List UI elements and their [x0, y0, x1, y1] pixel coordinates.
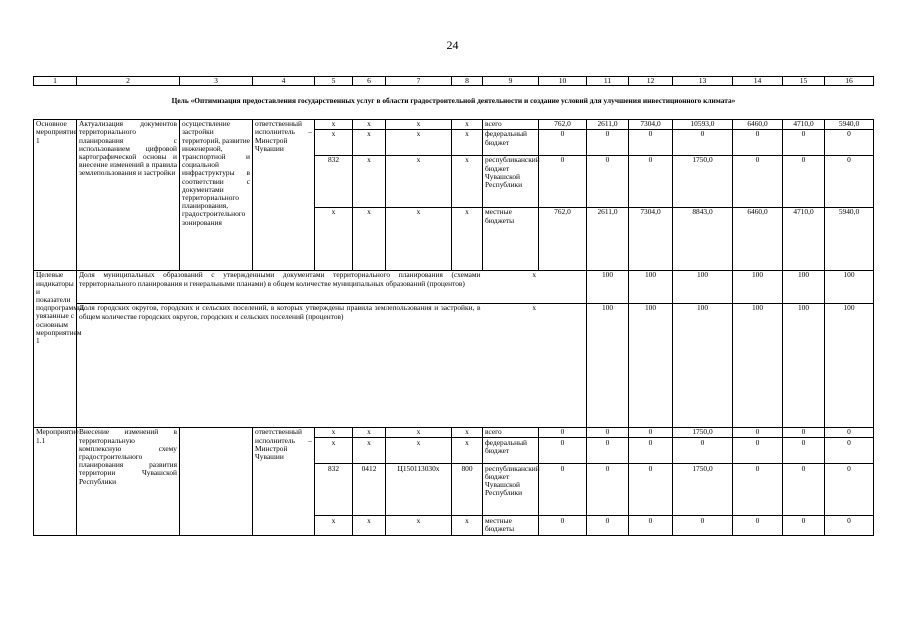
code-cell: x [386, 119, 452, 129]
value-cell: 0 [539, 516, 587, 536]
indicator-x: x [483, 303, 587, 427]
value-cell: 100 [673, 303, 733, 427]
code-cell: x [452, 155, 483, 207]
code-cell: 0412 [353, 464, 386, 516]
value-cell: 1750,0 [673, 155, 733, 207]
code-cell: x [386, 438, 452, 464]
code-cell: x [315, 438, 353, 464]
header-cell: 13 [673, 77, 733, 86]
value-cell: 0 [733, 516, 783, 536]
value-cell: 0 [629, 427, 673, 437]
header-cell: 12 [629, 77, 673, 86]
code-cell: x [386, 516, 452, 536]
code-cell: x [452, 427, 483, 437]
code-cell: x [353, 438, 386, 464]
value-cell: 0 [539, 464, 587, 516]
indicator-row [34, 303, 874, 427]
value-cell: 1750,0 [673, 464, 733, 516]
value-cell: 0 [587, 438, 629, 464]
value-cell: 100 [733, 303, 783, 427]
event1-name: Основное мероприятие 1 [34, 119, 77, 270]
code-cell: 832 [315, 464, 353, 516]
funding-source: всего [483, 119, 539, 129]
header-row [34, 77, 874, 86]
value-cell: 0 [587, 155, 629, 207]
value-cell: 8843,0 [673, 207, 733, 270]
value-cell: 5940,0 [825, 119, 874, 129]
code-cell: x [452, 207, 483, 270]
goal-row [34, 86, 874, 120]
value-cell: 4710,0 [783, 119, 825, 129]
value-cell: 0 [825, 438, 874, 464]
funding-source: всего [483, 427, 539, 437]
event11-description: Внесение изменений в территориальную комплексную схему градостроительного планирования развития территории Чувашской Республики [77, 427, 180, 535]
event1-description: Актуализация документов территориального планирования с использованием цифровой картографической основы и внесение изменений в правила землепользования и застройки [77, 119, 180, 270]
header-cell: 14 [733, 77, 783, 86]
value-cell: 0 [733, 427, 783, 437]
value-cell: 0 [539, 129, 587, 155]
header-cell: 6 [353, 77, 386, 86]
value-cell: 0 [673, 516, 733, 536]
code-cell: x [452, 129, 483, 155]
code-cell: x [315, 516, 353, 536]
value-cell: 6460,0 [733, 207, 783, 270]
code-cell: x [315, 119, 353, 129]
value-cell: 0 [587, 427, 629, 437]
code-cell: x [386, 427, 452, 437]
value-cell: 100 [825, 303, 874, 427]
value-cell: 1750,0 [673, 427, 733, 437]
event11-row [34, 427, 874, 437]
value-cell: 0 [733, 464, 783, 516]
value-cell: 0 [587, 516, 629, 536]
event1-result: осуществление застройки территорий, развитие инженерной, транспортной и социальной инфраструктуры в соответствии с документами территориального планирования, градостроительного зонирования [180, 119, 253, 270]
event11-result [180, 427, 253, 535]
value-cell: 100 [629, 270, 673, 303]
value-cell: 2611,0 [587, 119, 629, 129]
value-cell: 100 [733, 270, 783, 303]
code-cell: x [386, 207, 452, 270]
header-cell: 2 [77, 77, 180, 86]
value-cell: 0 [539, 155, 587, 207]
value-cell: 100 [673, 270, 733, 303]
value-cell: 0 [629, 438, 673, 464]
value-cell: 2611,0 [587, 207, 629, 270]
value-cell: 0 [629, 155, 673, 207]
header-cell: 4 [253, 77, 315, 86]
code-cell: x [386, 129, 452, 155]
code-cell: 800 [452, 464, 483, 516]
funding-source: республиканский бюджет Чувашской Республики [483, 464, 539, 516]
value-cell: 100 [587, 270, 629, 303]
value-cell: 100 [783, 270, 825, 303]
indicator-text: Доля муниципальных образований с утвержденными документами территориального планирования (схемами территориального планирования и генеральными планами) в общем количестве муниципальных образований (процентов) [77, 270, 483, 303]
indicator-text: Доля городских округов, городских и сельских поселений, в которых утверждены правила землепользования и застройки, в общем количестве городских округов, городских и сельских поселений (процентов) [77, 303, 483, 427]
funding-source: республиканский бюджет Чувашской Республики [483, 155, 539, 207]
value-cell: 100 [587, 303, 629, 427]
event11-name: Мероприятие 1.1 [34, 427, 77, 535]
header-cell: 1 [34, 77, 77, 86]
header-cell: 16 [825, 77, 874, 86]
page-number: 24 [446, 38, 459, 52]
code-cell: x [315, 207, 353, 270]
value-cell: 100 [783, 303, 825, 427]
value-cell: 0 [539, 427, 587, 437]
header-cell: 10 [539, 77, 587, 86]
code-cell: x [452, 516, 483, 536]
value-cell: 0 [733, 155, 783, 207]
value-cell: 0 [825, 464, 874, 516]
header-cell: 3 [180, 77, 253, 86]
value-cell: 0 [825, 155, 874, 207]
value-cell: 0 [825, 129, 874, 155]
value-cell: 0 [733, 129, 783, 155]
code-cell: x [353, 427, 386, 437]
indicator-x: x [483, 270, 587, 303]
code-cell: x [386, 155, 452, 207]
value-cell: 0 [629, 464, 673, 516]
header-cell: 7 [386, 77, 452, 86]
value-cell: 7304,0 [629, 119, 673, 129]
value-cell: 0 [783, 155, 825, 207]
value-cell: 5940,0 [825, 207, 874, 270]
header-cell: 8 [452, 77, 483, 86]
value-cell: 0 [783, 427, 825, 437]
value-cell: 0 [673, 438, 733, 464]
event1-row [34, 119, 874, 129]
value-cell: 0 [587, 464, 629, 516]
value-cell: 7304,0 [629, 207, 673, 270]
goal-title: Цель «Оптимизация предоставления государственных услуг в области градостроительной деятельности и создание условий для улучшения инвестиционного климата» [34, 86, 874, 120]
value-cell: 0 [733, 438, 783, 464]
value-cell: 100 [825, 270, 874, 303]
value-cell: 100 [629, 303, 673, 427]
code-cell: x [353, 207, 386, 270]
code-cell: x [315, 129, 353, 155]
value-cell: 0 [783, 438, 825, 464]
event1-executor: ответственный исполнитель – Минстрой Чувашии [253, 119, 315, 270]
funding-source: федеральный бюджет [483, 438, 539, 464]
header-cell: 15 [783, 77, 825, 86]
header-cell: 9 [483, 77, 539, 86]
value-cell: 6460,0 [733, 119, 783, 129]
code-cell: 832 [315, 155, 353, 207]
value-cell: 4710,0 [783, 207, 825, 270]
code-cell: x [353, 516, 386, 536]
funding-source: местные бюджеты [483, 516, 539, 536]
header-cell: 11 [587, 77, 629, 86]
value-cell: 0 [783, 464, 825, 516]
header-cell: 5 [315, 77, 353, 86]
value-cell: 0 [825, 516, 874, 536]
value-cell: 0 [783, 516, 825, 536]
value-cell: 762,0 [539, 207, 587, 270]
code-cell: x [315, 427, 353, 437]
code-cell: x [452, 438, 483, 464]
value-cell: 0 [673, 129, 733, 155]
indicators-label: Целевые индикаторы и показатели подпрограммы, увязанные с основным мероприятием 1 [34, 270, 77, 427]
value-cell: 0 [783, 129, 825, 155]
value-cell: 10593,0 [673, 119, 733, 129]
value-cell: 0 [587, 129, 629, 155]
code-cell: x [353, 155, 386, 207]
value-cell: 762,0 [539, 119, 587, 129]
event11-executor: ответственный исполнитель – Минстрой Чувашии [253, 427, 315, 535]
value-cell: 0 [825, 427, 874, 437]
indicator-row [34, 270, 874, 303]
code-cell: x [353, 129, 386, 155]
value-cell: 0 [539, 438, 587, 464]
code-cell: x [353, 119, 386, 129]
funding-source: местные бюджеты [483, 207, 539, 270]
funding-source: федеральный бюджет [483, 129, 539, 155]
budget-table [33, 76, 874, 536]
code-cell: Ц150113030x [386, 464, 452, 516]
value-cell: 0 [629, 516, 673, 536]
code-cell: x [452, 119, 483, 129]
value-cell: 0 [629, 129, 673, 155]
